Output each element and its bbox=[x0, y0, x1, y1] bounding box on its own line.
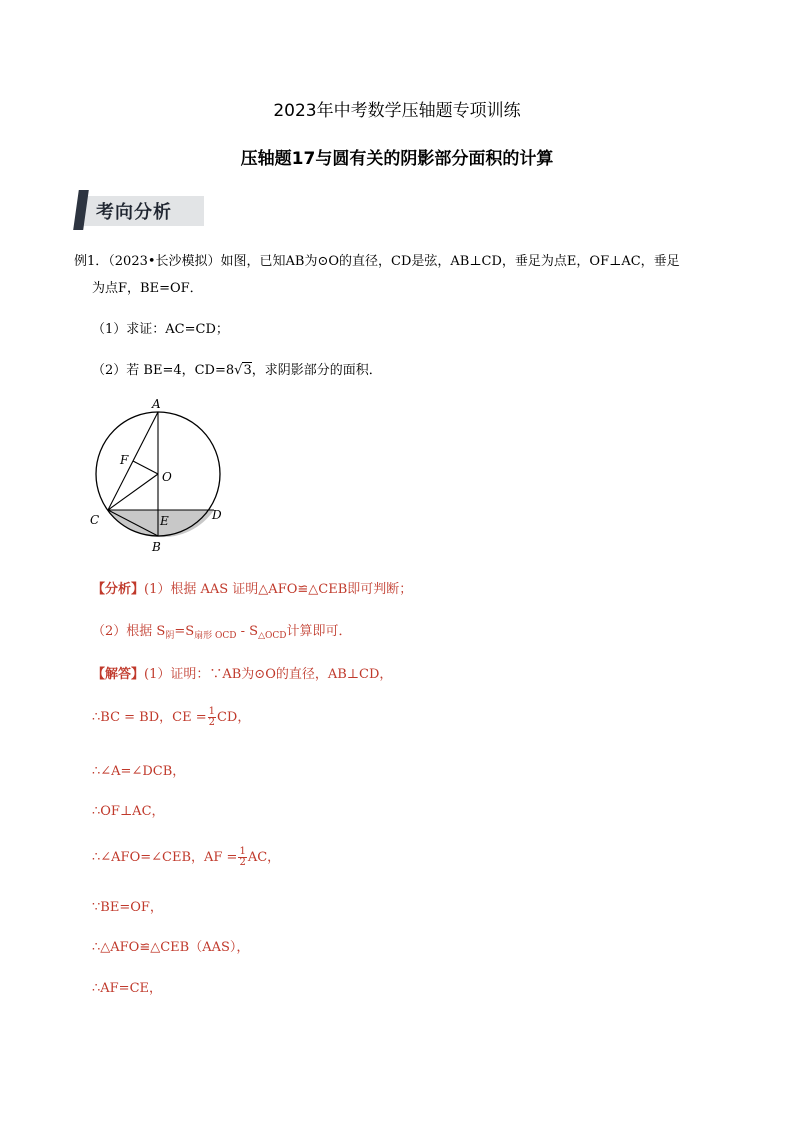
analysis-line2-mid: =S bbox=[174, 624, 195, 639]
part2-suffix: ，求阴影部分的面积． bbox=[251, 363, 382, 378]
analysis-tag: 【分析】 bbox=[92, 582, 145, 597]
solution-line5-pre: ∴∠AFO=∠CEB，AF = bbox=[92, 850, 238, 865]
fraction-half-2 bbox=[238, 847, 246, 868]
fraction-denominator: 2 bbox=[208, 717, 215, 728]
analysis-line2 bbox=[92, 620, 351, 641]
solution-line2 bbox=[92, 706, 250, 728]
example-question-line2: 为点F，BE=OF． bbox=[92, 281, 203, 296]
example-question-line1: 例1．（2023•长沙模拟）如图，已知AB为⊙O的直径，CD是弦，AB⊥CD，垂足为点E，OF⊥AC，垂足 bbox=[74, 254, 680, 269]
label-c: C bbox=[90, 513, 100, 527]
solution-line1-text: (1）证明：∵AB为⊙O的直径，AB⊥CD， bbox=[144, 667, 393, 682]
analysis-line1 bbox=[92, 578, 412, 597]
part2-prefix: （2）若 BE=4，CD=8 bbox=[92, 363, 235, 378]
label-e: E bbox=[160, 514, 169, 528]
label-d: D bbox=[212, 508, 222, 522]
sqrt-radicand: 3 bbox=[243, 363, 252, 378]
label-b: B bbox=[152, 540, 161, 554]
label-f: F bbox=[120, 453, 129, 467]
fraction-half bbox=[208, 707, 216, 728]
fraction2-denominator: 2 bbox=[239, 857, 246, 868]
document-subtitle: 压轴题17与圆有关的阴影部分面积的计算 bbox=[240, 149, 554, 169]
analysis-line2-post: 计算即可． bbox=[286, 624, 352, 639]
solution-line7: ∴△AFO≌△CEB（AAS）， bbox=[92, 940, 250, 955]
sqrt-symbol: √3 bbox=[234, 363, 252, 378]
subscript-shade: 阴 bbox=[165, 631, 175, 641]
solution-line3: ∴∠A=∠DCB， bbox=[92, 764, 186, 779]
label-a: A bbox=[152, 397, 161, 411]
solution-line5 bbox=[92, 846, 280, 868]
analysis-line2-minus: - S bbox=[236, 624, 259, 639]
label-o: O bbox=[162, 470, 172, 484]
fraction2-numerator: 1 bbox=[239, 846, 246, 857]
section-banner bbox=[76, 190, 204, 230]
subscript-sector: 扇形 OCD bbox=[194, 631, 237, 641]
solution-line6: ∵BE=OF， bbox=[92, 900, 163, 915]
solution-line4: ∴OF⊥AC， bbox=[92, 804, 165, 819]
solution-tag: 【解答】 bbox=[92, 667, 145, 682]
solution-line5-post: AC， bbox=[247, 850, 281, 865]
banner-label: 考向分析 bbox=[96, 202, 172, 223]
solution-line2-pre: ∴BC = BD，CE = bbox=[92, 710, 207, 725]
analysis-line2-pre: （2）根据 S bbox=[92, 624, 166, 639]
fraction-numerator: 1 bbox=[208, 706, 215, 717]
geometry-figure bbox=[80, 394, 240, 564]
question-part2 bbox=[92, 359, 382, 378]
segment-oc bbox=[108, 474, 158, 510]
solution-line8: ∴AF=CE， bbox=[92, 981, 163, 996]
question-part1: （1）求证：AC=CD； bbox=[92, 322, 229, 337]
subscript-triangle: △OCD bbox=[258, 631, 287, 641]
document-title: 2023年中考数学压轴题专项训练 bbox=[273, 101, 521, 121]
analysis-line1-text: (1）根据 AAS 证明△AFO≌△CEB即可判断； bbox=[144, 582, 413, 597]
solution-line1 bbox=[92, 663, 392, 682]
solution-line2-post: CD， bbox=[216, 710, 251, 725]
segment-of bbox=[133, 461, 158, 474]
